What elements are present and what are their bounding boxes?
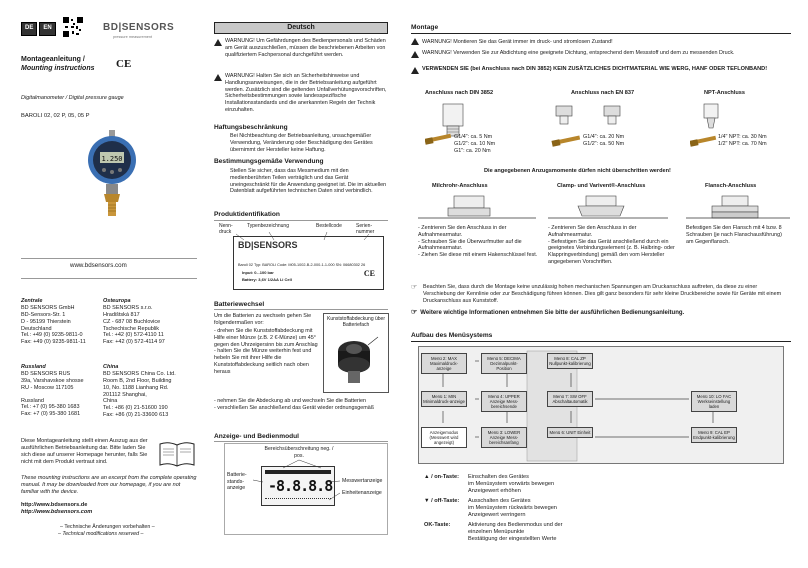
torque-row: 1/4" NPT: ca. 30 Nm [718,134,767,140]
language-tab-label: Deutsch [287,24,315,31]
qr-code-icon [63,17,83,37]
warning-text: WARNUNG! Halten Sie sich an Sicherheitshinweise und Handlungsanweisungen, die in der Betriebsanleitung aufgeführt werden. Zusätzlich sind die geltenden Unfallverhütungsvorschriften, Sicherheitsbestimmungen sowie landesspezifische Installationsstandards und die anerkannten Regeln der Technik einzuhalten. [225,73,387,113]
warning-no-tape [411,66,791,74]
address-headquarters [21,298,106,346]
flush-dairy-steps: - Zentrieren Sie den Anschluss in der Aufnahmearmatur. - Schrauben Sie die Überwurfmutter auf die Aufnahmearmatur. - Ziehen Sie diese mit einem Hakenschlüssel fest. [418,225,538,258]
brand-logo [103,22,174,39]
battery-cover-figure [323,313,389,393]
brand-tagline: pressure measurement [113,34,153,39]
ce-mark-plate: CE [363,269,375,278]
type-plate-line: Input: 0...100 bar [242,270,274,275]
torque-row: G1/4": ca. 5 Nm [454,134,493,140]
text-liability: Bei Nichtbeachtung der Betriebsanleitung, unsachgemäßer Verwendung, Veränderung oder Beschädigung des Gerätes übernimmt der Hersteller keine Haftung. [230,133,373,153]
note-text: Weitere wichtige Informationen entnehmen Sie bitte der ausführlichen Bedienungsanleitung. [420,310,685,316]
address-line: 39a, Varshavskoe shosse [21,377,84,384]
warning-icon [411,51,419,58]
flush-clamp-image [548,194,668,226]
menu-diagram [418,346,784,464]
text-intended-use: Stellen Sie sicher, dass das Messmedium mit den medienberührten Teilen verträglich und das Gerät uneingeschränkt für die Anwendung geeignet ist. Die im aktuellen Datenblatt aufgeführten technischen Daten sind verbindlich. [230,168,387,195]
menu-9-cal-ep: Menü 9: CAL EP Endpunkt-kalibrierung [691,427,737,443]
language-tab [214,22,388,34]
manual-notice-en: These mounting instructions are an excerpt from the complete operating manual. It may be downloaded from our homepage, if you are not familiar with the device. [21,475,197,495]
flush-flange-steps: Befestigen Sie den Flansch mit 4 bzw. 8 Schrauben (je nach Flanschausführung) am Gegenflansch. [686,225,782,245]
lcd-digits: -8.8.8.8 [268,477,333,495]
address-line: BD SENSORS China Co. Ltd. [103,370,176,377]
battery-cover-image [324,331,388,386]
address-line: Tel.: +7 (0) 95-380 1683 [21,404,80,411]
warning-qualified-personnel [214,38,388,58]
manual-book-icon [158,440,196,468]
menu-2-max: Menü 2: MAX Maximaldruck-anzeige [421,353,467,374]
heading-battery-change: Batteriewechsel [214,301,265,308]
address-china [103,364,198,419]
key-row [424,498,784,519]
key-legend [424,474,784,543]
battery-steps [214,328,322,375]
warning-safety [214,73,388,114]
heading-mounting: Montage [411,24,439,31]
key-down-desc: Ausschalten des Gerätes im Menüsystem rückwärts bewegen Anzeigewert verringern [468,497,557,518]
address-eastern-europe [103,298,198,346]
address-line: Deutschland [21,325,52,332]
display-figure [224,443,388,535]
warning-icon [214,74,222,81]
label-type: Typenbezeichnung [247,223,289,229]
address-line: Fax: +42 (0) 572-4114 97 [103,339,165,346]
warning-text: VERWENDEN SIE (bei Anschluss nach DIN 3852) KEIN ZUSÄTZLICHES DICHTMATERIAL WIE WERG, HANF ODER TEFLONBAND! [422,66,768,72]
address-line: Russland [21,397,44,404]
address-line: BD SENSORS s.r.o. [103,304,153,311]
address-line: Tschechische Republik [103,325,159,332]
footer-en: – Technical modifications reserved – [58,531,144,537]
address-line: Tel.: +42 (0) 572-4110 11 [103,332,164,339]
address-line: Fax: +86 (0) 21-33600 613 [103,412,169,419]
warning-sealing [411,50,791,58]
address-line: 201112 Shanghai, [103,391,147,398]
note-torque: Die angegebenen Anzugsmomente dürfen nicht überschritten werden! [484,168,671,174]
menu-display-mode: Anzeigemodus (Messwert wird angezeigt) [421,427,467,448]
flush-flange-title: Flansch-Anschluss [705,183,757,189]
address-line: China [103,398,118,405]
heading-liability: Haftungsbeschränkung [214,124,288,131]
torque-row: G1/2": ca. 10 Nm [454,140,496,147]
menu-6-unit: Menü 6: UNIT Einheit [547,427,593,438]
note-mechanical-stress [411,284,791,304]
battery-steps-cont [214,398,388,412]
gauge-lcd-reading: 1.250 [101,155,123,163]
menu-1-min: Menü 1: MIN Minimaldruck-anzeige [421,391,467,407]
address-head: Russland [21,364,46,370]
conn-npt-title: NPT-Anschluss [704,90,746,96]
ce-mark: CE [116,58,132,70]
conn-en-torques [583,134,624,148]
address-head: Zentrale [21,298,43,304]
text-battery-intro: Um die Batterien zu wechseln gehen Sie folgendermaßen vor: [214,313,312,326]
url-de-link[interactable]: http://www.bdsensors.de [21,502,88,508]
subtitle: Digitalmanometer / Digital pressure gauge [21,95,124,101]
key-ok-desc: Aktivierung des Bedienmodus und der einzelnen Menüpunkte Bestätigung der eingestellten Werte [468,521,563,542]
type-plate-pointers [214,228,388,240]
battery-step: - drehen Sie die Kunststoffabdeckung mit Hilfe einer Münze (z.B. 2 €-Münze) um 45° gegen den Uhrzeigersinn bis zum Anschlag [214,328,322,348]
key-row [424,522,784,543]
address-line: CZ - 687 08 Buchlovice [103,318,161,325]
label-nominal-pressure: Nenn-druck [219,223,233,236]
hint-hand-icon: ☞ [411,284,418,291]
address-head: Osteuropa [103,298,131,304]
note-text: Beachten Sie, dass durch die Montage keine unzulässig hohen mechanischen Spannungen am Druckanschluss auftreten, da diese zu einer Verschiebung der Kennlinie oder zur Beschädigung führen können. Dies gilt ganz besonders für sehr kleine Druckbereiche sowie für Geräte mit einem Druckanschluss aus Kunststoff. [423,284,782,304]
flush-flange-image [686,194,790,226]
fitting-en-image [548,102,632,160]
address-line: Tel.: +49 (0) 9235-9811-0 [21,332,83,339]
url-com-link[interactable]: http://www.bdsensors.com [21,509,93,515]
address-line: Room B, 2nd Floor, Building [103,377,172,384]
conn-din-title: Anschluss nach DIN 3852 [425,90,494,96]
address-russia [21,364,106,418]
model-list: BAROLI 02, 02 P, 05, 05 P [21,113,90,119]
flush-clamp-steps: - Zentrieren Sie den Anschluss in der Aufnahmearmatur. - Befestigen Sie das Gerät anschließend durch ein geeignetes Verbindungselement (z. B. Halbring- oder Klappringverbindung) gemäß den vom Hersteller angegebenen Vorschriften. [548,225,675,265]
torque-row: G1/2": ca. 50 Nm [583,140,625,147]
menu-7-sw-off: Menü 7: SW OFF Abschaltautomatik [547,391,593,407]
conn-en-title: Anschluss nach EN 837 [571,90,635,96]
label-serial: Serien-nummer [356,223,375,236]
warning-text: WARNUNG! Montieren Sie das Gerät immer im druck- und stromlosen Zustand! [422,38,613,45]
address-line: 10, No. 1188 Lianhang Rd. [103,384,169,391]
battery-step: - verschließen Sie anschließend das Gerät wieder ordnungsgemäß [214,405,388,412]
menu-10-lo-fac: Menü 10: LO FAC Werkseinstellung laden [691,391,737,412]
key-down: ▼ / off-Taste: [424,497,460,504]
fitting-npt-image [690,102,762,160]
torque-row: G1": ca. 20 Nm [454,147,491,154]
label-cover: Kunststoffabdeckung über Batteriefach [326,316,385,329]
key-ok: OK-Taste: [424,521,451,528]
type-plate [233,236,384,290]
conn-npt-torques [718,134,767,148]
flush-dairy-title: Milchrohr-Anschluss [432,183,488,189]
footer-de: – Technische Änderungen vorbehalten – [60,524,155,530]
heading-intended-use: Bestimmungsgemäße Verwendung [214,158,324,165]
warning-depressurized [411,38,791,46]
label-value-display: Messwertanzeige [342,478,383,484]
address-line: BD-Sensors-Str. 1 [21,311,66,318]
label-order-code: Bestellcode [316,223,342,229]
key-up: ▲ / on-Taste: [424,474,459,480]
pressure-gauge-image [83,130,141,225]
warning-icon [411,38,419,45]
address-head: China [103,364,119,370]
torque-row: G1/4": ca. 20 Nm [583,134,625,140]
conn-din-torques [454,134,495,154]
type-plate-line: Baroli 02 Typ: BAROLI Code: M05-1002-B-2-000-1-1-000 SN: 06680302 26 [238,263,366,267]
warning-icon [411,67,419,74]
battery-step: - nehmen Sie die Abdeckung ab und wechseln Sie die Batterien [214,398,388,405]
menu-3-lower: Menü 3: LOWER Anzeige Mess-bereichsanfang [481,427,527,448]
manual-notice-de: Diese Montageanleitung stellt einen Auszug aus der ausführlichen Betriebsanleitung dar. Bitte laden Sie sich diese auf unserer Homepage herunter, falls Sie nicht mit dem Produkt vertraut sind. [21,438,148,465]
warning-icon [214,39,222,46]
flush-dairy-image [418,194,536,226]
address-line: D - 95199 Thierstein [21,318,71,325]
address-line: Fax: +7 (0) 95-380 1681 [21,411,81,418]
heading-identification: Produktidentifikation [214,211,280,218]
label-range-overflow: Bereichsüberschreitung neg. / pos. [264,446,334,459]
lang-en-badge[interactable]: EN [39,22,55,36]
title-de: Montageanleitung / [21,56,85,63]
lang-badges [21,22,56,36]
torque-row: 1/2" NPT: ca. 70 Nm [718,140,767,147]
key-up-desc: Einschalten des Gerätes im Menüsystem vorwärts bewegen Anzeigewert erhöhen [468,474,555,494]
hint-hand-icon: ☞ [411,309,418,316]
menu-4-upper: Menü 4: UPPER Anzeige Mess-bereichsende [481,391,527,412]
type-plate-brand: BD|SENSORS [238,240,298,250]
address-line: RU - Moscow 117105 [21,384,74,391]
website-link[interactable]: www.bdsensors.com [70,262,127,269]
menu-5-decima: Menü 5: DECIMA Dezimalpunkt-Position [481,353,527,374]
battery-step: - halten Sie die Münze weiterhin fest und hebeln Sie mit ihrer Hilfe die Kunststoffabdeckung seitlich nach oben heraus [214,348,322,375]
lang-de-badge[interactable]: DE [21,22,37,36]
label-unit-display: Einheitenanzeige [342,490,382,496]
flush-clamp-title: Clamp- und Varivent®-Anschluss [557,183,646,189]
display-pointers [225,444,389,536]
warning-text: WARNUNG! Verwenden Sie zur Abdichtung eine geeignete Dichtung, entsprechend dem Messstoff und dem zu messenden Druck. [422,50,735,56]
key-row [424,474,784,495]
brand-name: BD|SENSORS [103,22,175,33]
address-line: Tel.: +86 (0) 21-51600 190 [103,405,168,412]
type-plate-line: Battery: 3,6V 1/2AA Li Cell [242,277,292,282]
menu-8-cal-zp: Menü 8: CAL ZP Nullpunkt-kalibrierung [547,353,593,369]
title-en: Mounting instructions [21,64,95,72]
note-see-manual [411,309,791,318]
address-line: BD SENSORS GmbH [21,304,75,311]
heading-menu-system: Aufbau des Menüsystems [411,332,493,339]
address-line: Hradištská 817 [103,311,140,318]
warning-text: WARNUNG! Um Gefährdungen des Bedienpersonals und Schäden am Gerät auszuschließen, müssen die beschriebenen Arbeiten von qualifiziertem Fachpersonal durchgeführt werden. [225,38,386,58]
heading-display-module: Anzeige- und Bedienmodul [214,433,299,440]
address-line: Fax: +49 (0) 9235-9811-11 [21,339,86,346]
label-battery-level: Batterie-stands-anzeige [227,472,247,491]
address-line: BD SENSORS RUS [21,370,71,377]
